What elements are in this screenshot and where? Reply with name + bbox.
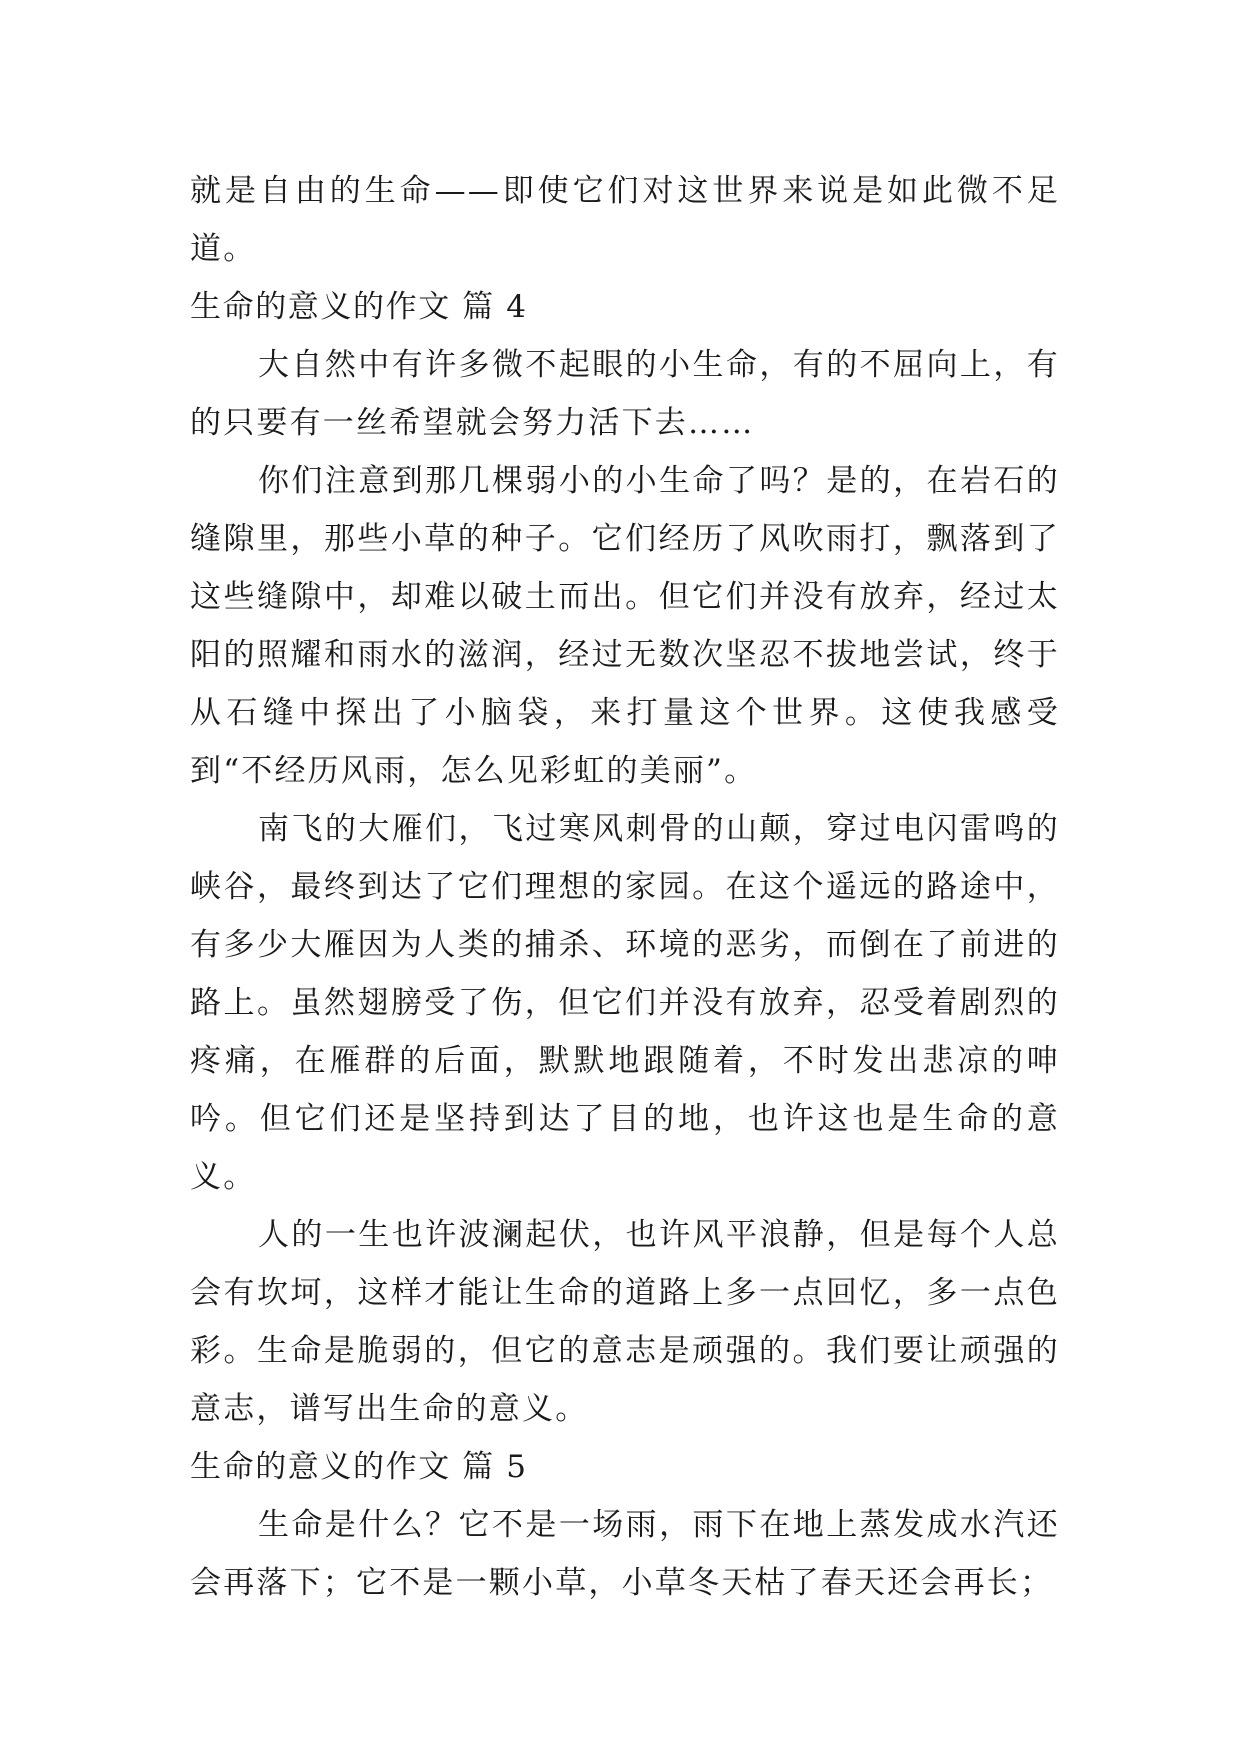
document-body [190, 162, 1060, 1612]
section-heading-5: 生命的意义的作文 篇 5 [190, 1449, 528, 1485]
paragraph-continuation: 就是自由的生命——即使它们对这世界来说是如此微不足道。 [190, 173, 1060, 267]
paragraph: 生命是什么？它不是一场雨，雨下在地上蒸发成水汽还会再落下；它不是一颗小草，小草冬天枯了春天还会再长； [190, 1507, 1060, 1601]
paragraph: 南飞的大雁们，飞过寒风刺骨的山颠，穿过电闪雷鸣的峡谷，最终到达了它们理想的家园。在这个遥远的路途中，有多少大雁因为人类的捕杀、环境的恶劣，而倒在了前进的路上。虽然翅膀受了伤，但它们并没有放弃，忍受着剧烈的疼痛，在雁群的后面，默默地跟随着，不时发出悲凉的呻吟。但它们还是坚持到达了目的地，也许这也是生命的意义。 [190, 811, 1060, 1195]
paragraph: 人的一生也许波澜起伏，也许风平浪静，但是每个人总会有坎坷，这样才能让生命的道路上多一点回忆，多一点色彩。生命是脆弱的，但它的意志是顽强的。我们要让顽强的意志，谱写出生命的意义。 [190, 1217, 1060, 1427]
paragraph: 大自然中有许多微不起眼的小生命，有的不屈向上，有的只要有一丝希望就会努力活下去…… [190, 347, 1060, 441]
section-heading-4: 生命的意义的作文 篇 4 [190, 289, 528, 325]
paragraph: 你们注意到那几棵弱小的小生命了吗？是的，在岩石的缝隙里，那些小草的种子。它们经历了风吹雨打，飘落到了这些缝隙中，却难以破土而出。但它们并没有放弃，经过太阳的照耀和雨水的滋润，经过无数次坚忍不拔地尝试，终于从石缝中探出了小脑袋，来打量这个世界。这使我感受到“不经历风雨，怎么见彩虹的美丽”。 [190, 463, 1060, 789]
